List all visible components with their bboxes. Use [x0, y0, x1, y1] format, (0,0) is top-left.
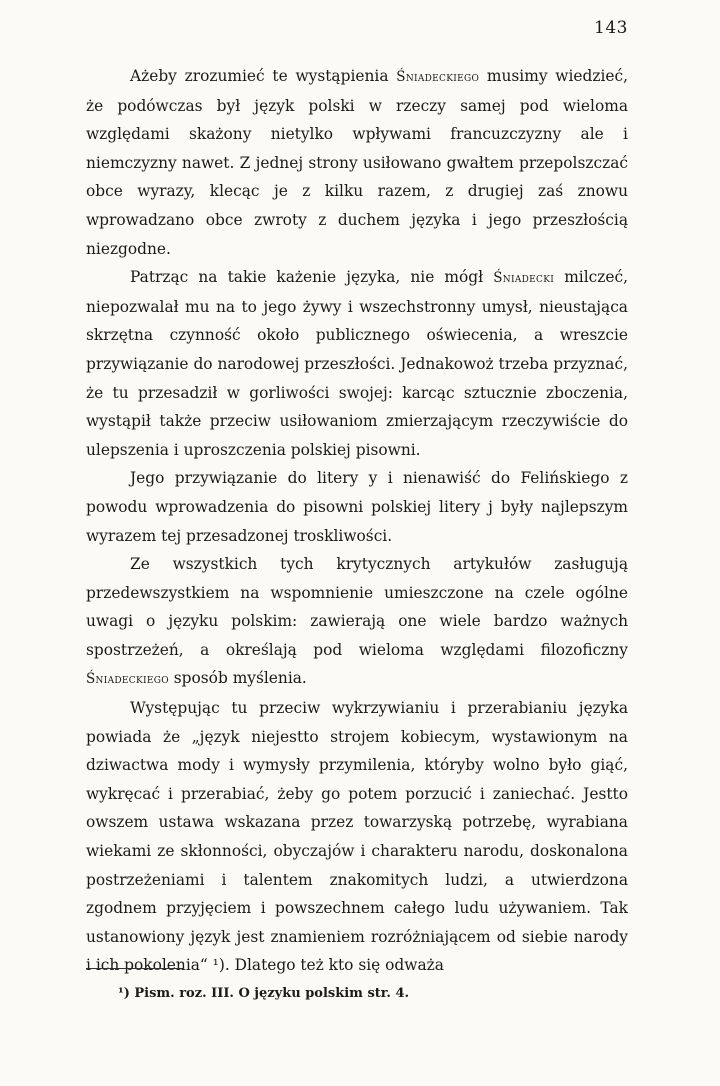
page-number: 143 [594, 18, 628, 38]
text-run: milczeć, niepozwalał mu na to jego żywy i wszechstronny umysł, nieustająca skrzętna czynność około publicznego oświecenia, a wreszcie przywiązanie do narodowej przeszłości. Jednakowoż trzeba przyznać, że tu przesadził w gorliwości swojej: karcąc sztucznie zboczenia, wystąpił także przeciw usiłowaniom zmierzającym rzeczywiście do ulepszenia i uproszczenia polskiej pisowni. [86, 268, 628, 459]
footnote-rule [86, 968, 184, 969]
text-run: sposób myślenia. [168, 669, 307, 688]
text-run: Ze wszystkich tych krytycznych artykułów zasługują przedewszystkiem na wspomnienie umieszczone na czele ogólne uwagi o języku polskim: zawierają one wiele bardzo ważnych spostrzeżeń, a określają pod wieloma względami filozoficzny [86, 555, 628, 659]
author-name-smallcaps: Śniadecki [493, 270, 555, 287]
author-name-smallcaps: Śniadeckiego [396, 69, 480, 85]
text-run: Patrząc na takie każenie języka, nie mógł [130, 268, 494, 287]
paragraph-5: Występując tu przeciw wykrzywianiu i przerabianiu języka powiada że „język niejestto strojem kobiecym, wystawionym na dziwactwa mody i wymysły przymilenia, któryby wolno było giąć, wykręcać i przerabiać, żeby go potem porzucić i zaniechać. Jestto owszem ustawa wskazana przez towarzyską potrzebę, wyrabiana wiekami ze skłonności, obyczajów i charakteru narodu, doskonalona postrzeżeniami i talentem znakomitych ludzi, a utwierdzona zgodnem przyjęciem i powszechnem całego ludu używaniem. Tak ustanowiony język jest znamieniem rozróżniającem od siebie narody i ich pokolenia“ ¹). Dlatego też kto się odważa [86, 699, 628, 975]
paragraph-4 [86, 550, 628, 694]
paragraph-3: Jego przywiązanie do litery y i nienawiść do Felińskiego z powodu wprowadzenia do pisowni polskiej litery j były najlepszym wyrazem tej przesadzonej troskliwości. [86, 469, 628, 545]
paragraph-2 [86, 263, 628, 464]
text-run: musimy wiedzieć, że podówczas był język polski w rzeczy samej pod wieloma względami skażony nietylko wpływami francuzczyzny ale i niemczyzny nawet. Z jednej strony usiłowano gwałtem przepolszczać obce wyrazy, klecąc je z kilku razem, z drugiej zaś znowu wprowadzano obce zwroty z duchem języka i jego przeszłością niezgodne. [86, 67, 628, 258]
text-run: Ażeby zrozumieć te wystąpienia [130, 67, 397, 85]
body-text [86, 62, 628, 980]
author-name-smallcaps: Śniadeckiego [86, 671, 169, 688]
footnote: ¹) Pism. roz. III. O języku polskim str. 4. [118, 986, 410, 1001]
paragraph-1 [86, 62, 628, 263]
